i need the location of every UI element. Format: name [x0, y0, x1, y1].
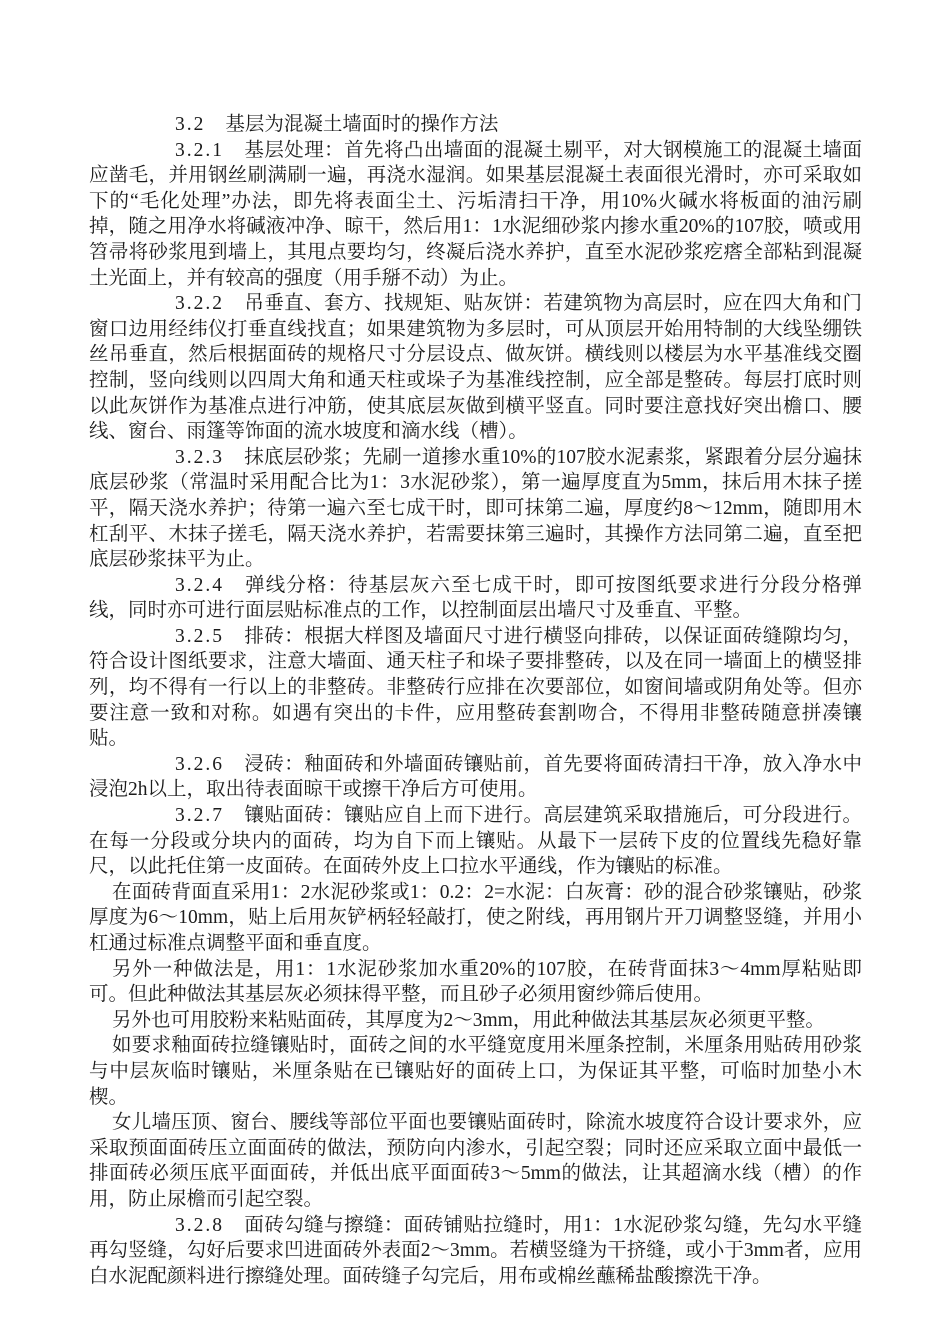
paragraph — [89, 957, 862, 1008]
paragraph — [89, 1033, 862, 1110]
paragraph-text: 镶贴面砖：镶贴应自上而下进行。高层建筑采取措施后，可分段进行。在每一分段或分块内的面砖，均为自下而上镶贴。从最下一层砖下皮的位置线先稳好靠尺，以此托住第一皮面砖。在面砖外皮上口拉水平通线，作为镶贴的标准。 — [89, 805, 862, 878]
document-body — [89, 112, 862, 1289]
paragraph-number: 3.2.1 — [175, 139, 224, 161]
paragraph-3-2-1 — [89, 138, 862, 292]
paragraph-number: 3.2.7 — [175, 805, 224, 827]
paragraph-number: 3.2.8 — [175, 1214, 224, 1236]
paragraph-text: 抹底层砂浆；先刷一道掺水重10%的107胶水泥素浆，紧跟着分层分遍抹底层砂浆（常温时采用配合比为1：3水泥砂浆），第一遍厚度直为5mm，抹后用木抹子搓平，隔天浇水养护；待第一遍六至七成干时，即可抹第二遍，厚度约8～12mm，随即用木杠刮平、木抹子搓毛，隔天浇水养护，若需要抹第三遍时，其操作方法同第二遍，直至把底层砂浆抹平为止。 — [89, 446, 862, 571]
paragraph-number: 3.2.2 — [175, 293, 224, 315]
paragraph-text: 浸砖：釉面砖和外墙面砖镶贴前，首先要将面砖清扫干净，放入净水中浸泡2h以上，取出待表面晾干或擦干净后方可使用。 — [89, 753, 862, 801]
paragraph-3-2-6 — [89, 752, 862, 803]
paragraph-3-2-2 — [89, 291, 862, 445]
paragraph-text: 基层处理：首先将凸出墙面的混凝土剔平，对大钢模施工的混凝土墙面应凿毛，并用钢丝刷满刷一遍，再浇水湿润。如果基层混凝土表面很光滑时，亦可采取如下的“毛化处理”办法，即先将表面尘土、污垢清扫干净，用10%火碱水将板面的油污刷掉，随之用净水将碱液冲净、晾干，然后用1：1水泥细砂浆内掺水重20%的107胶，喷或用笤帚将砂浆甩到墙上，其甩点要均匀，终凝后浇水养护，直至水泥砂浆疙瘩全部粘到混凝土光面上，并有较高的强度（用手掰不动）为止。 — [89, 139, 862, 289]
paragraph-text: 弹线分格：待基层灰六至七成干时，即可按图纸要求进行分段分格弹线，同时亦可进行面层贴标准点的工作，以控制面层出墙尺寸及垂直、平整。 — [89, 574, 862, 622]
section-heading — [89, 112, 862, 138]
paragraph-3-2-5 — [89, 624, 862, 752]
paragraph-text: 另外一种做法是，用1：1水泥砂浆加水重20%的107胶，在砖背面抹3～4mm厚粘贴即可。但此种做法其基层灰必须抹得平整，而且砂子必须用窗纱筛后使用。 — [89, 958, 862, 1006]
paragraph-3-2-7 — [89, 803, 862, 880]
paragraph-number: 3.2.5 — [175, 625, 224, 647]
paragraph — [89, 1110, 862, 1212]
paragraph-number: 3.2.4 — [175, 574, 224, 596]
paragraph — [89, 880, 862, 957]
paragraph-text: 面砖勾缝与擦缝：面砖铺贴拉缝时，用1：1水泥砂浆勾缝，先勾水平缝再勾竖缝，勾好后要求凹进面砖外表面2～3mm。若横竖缝为干挤缝，或小于3mm者，应用白水泥配颜料进行擦缝处理。面砖缝子勾完后，用布或棉丝蘸稀盐酸擦洗干净。 — [89, 1214, 862, 1287]
paragraph-number: 3.2.6 — [175, 753, 224, 775]
paragraph-text: 吊垂直、套方、找规矩、贴灰饼：若建筑物为高层时，应在四大角和门窗口边用经纬仪打垂直线找直；如果建筑物为多层时，可从顶层开始用特制的大线坠绷铁丝吊垂直，然后根据面砖的规格尺寸分层设点、做灰饼。横线则以楼层为水平基准线交圈控制，竖向线则以四周大角和通天柱或垛子为基准线控制，应全部是整砖。每层打底时则以此灰饼作为基准点进行冲筋，使其底层灰做到横平竖直。同时要注意找好突出檐口、腰线、窗台、雨篷等饰面的流水坡度和滴水线（槽）。 — [89, 293, 862, 443]
paragraph — [89, 1008, 862, 1034]
paragraph-3-2-4 — [89, 573, 862, 624]
paragraph-text: 排砖：根据大样图及墙面尺寸进行横竖向排砖，以保证面砖缝隙均匀，符合设计图纸要求，注意大墙面、通天柱子和垛子要排整砖，以及在同一墙面上的横竖排列，均不得有一行以上的非整砖。非整砖行应排在次要部位，如窗间墙或阴角处等。但亦要注意一致和对称。如遇有突出的卡件，应用整砖套割吻合，不得用非整砖随意拼凑镶贴。 — [89, 625, 862, 750]
paragraph-number: 3.2 — [175, 114, 206, 135]
paragraph-3-2-8 — [89, 1213, 862, 1290]
paragraph-text: 在面砖背面直采用1：2水泥砂浆或1：0.2：2=水泥：白灰膏：砂的混合砂浆镶贴，砂浆厚度为6～10mm，贴上后用灰铲柄轻轻敲打，使之附线，再用钢片开刀调整竖缝，并用小杠通过标准点调整平面和垂直度。 — [89, 881, 862, 954]
section-title: 基层为混凝土墙面时的操作方法 — [225, 114, 499, 135]
paragraph-text: 另外也可用胶粉来粘贴面砖，其厚度为2～3mm，用此种做法其基层灰必须更平整。 — [112, 1009, 825, 1031]
paragraph-number: 3.2.3 — [175, 446, 224, 468]
paragraph-3-2-3 — [89, 445, 862, 573]
paragraph-text: 女儿墙压顶、窗台、腰线等部位平面也要镶贴面砖时，除流水坡度符合设计要求外，应采取预面面砖压立面面砖的做法，预防向内渗水，引起空裂；同时还应采取立面中最低一排面砖必须压底平面面砖，并低出底平面面砖3～5mm的做法，让其超滴水线（槽）的作用，防止尿檐而引起空裂。 — [89, 1112, 862, 1210]
paragraph-text: 如要求釉面砖拉缝镶贴时，面砖之间的水平缝宽度用米厘条控制，米厘条用贴砖用砂浆与中层灰临时镶贴，米厘条贴在已镶贴好的面砖上口，为保证其平整，可临时加垫小木楔。 — [89, 1035, 862, 1108]
